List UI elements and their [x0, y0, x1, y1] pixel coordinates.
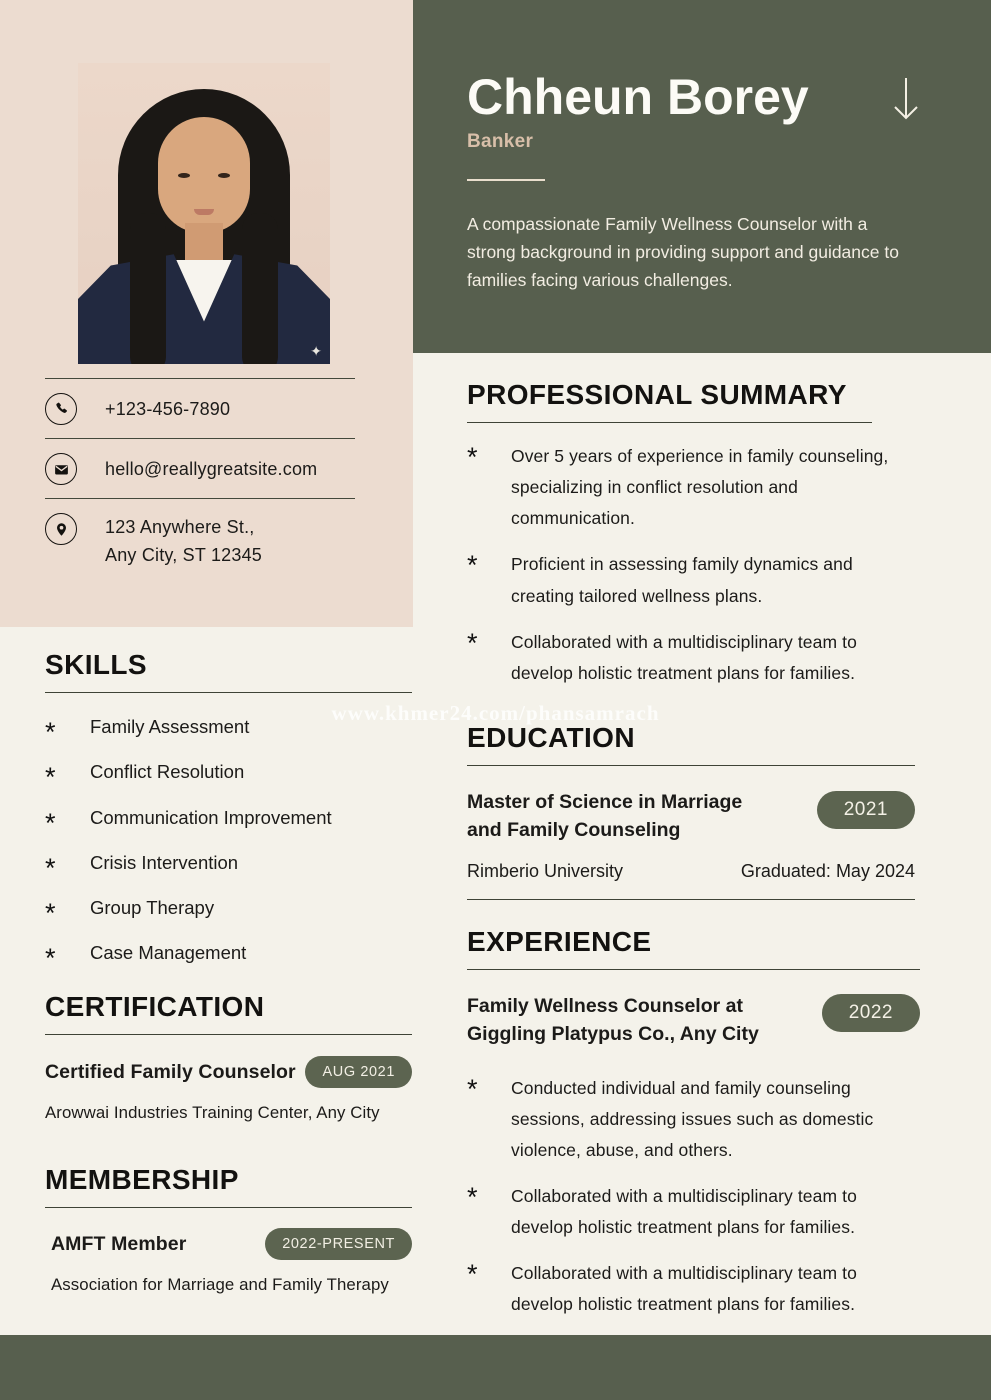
contact-section [45, 378, 355, 583]
section-divider [45, 692, 412, 693]
asterisk-bullet-icon [467, 441, 489, 465]
section-divider [467, 899, 915, 900]
list-item [467, 627, 919, 689]
school-name: Rimberio University [467, 861, 624, 882]
skill-label: Group Therapy [90, 897, 215, 919]
experience-title: EXPERIENCE [467, 926, 652, 957]
membership-org: Association for Marriage and Family Therapy [51, 1275, 389, 1294]
asterisk-bullet-icon [467, 549, 489, 573]
section-divider [45, 1207, 412, 1208]
skill-label: Crisis Intervention [90, 851, 239, 873]
membership-title: MEMBERSHIP [45, 1164, 239, 1195]
education-section [467, 722, 915, 900]
list-item [45, 932, 412, 977]
skills-title: SKILLS [45, 649, 147, 680]
watermark-text: www.khmer24.com/phansamrach [331, 701, 660, 725]
certification-name: Certified Family Counselor [45, 1060, 296, 1083]
list-item [45, 706, 412, 751]
header-divider [467, 179, 545, 181]
section-divider [467, 422, 872, 423]
list-item [45, 887, 412, 932]
skill-label: Communication Improvement [90, 806, 332, 828]
photo-eye [178, 173, 190, 178]
skill-label: Conflict Resolution [90, 761, 245, 783]
year-badge: 2022 [822, 994, 920, 1032]
professional-summary-title: PROFESSIONAL SUMMARY [467, 379, 847, 410]
list-item [467, 1181, 920, 1243]
certification-title: CERTIFICATION [45, 991, 265, 1022]
down-arrow-icon [891, 76, 921, 129]
sparkle-plus-icon [310, 344, 322, 358]
membership-section [45, 1164, 412, 1295]
section-divider [45, 1034, 412, 1035]
asterisk-bullet-icon [467, 627, 489, 651]
experience-item [467, 992, 920, 1049]
map-pin-icon [45, 513, 77, 545]
bullet-text: Conducted individual and family counseling sessions, addressing issues such as domestic violence, abuse, and others. [511, 1077, 874, 1160]
professional-summary-section [467, 379, 919, 704]
asterisk-bullet-icon [45, 716, 67, 740]
contact-email-row [45, 438, 355, 498]
asterisk-bullet-icon [45, 942, 67, 966]
education-title: EDUCATION [467, 722, 635, 753]
photo-eye [218, 173, 230, 178]
date-badge: 2022-PRESENT [265, 1228, 412, 1260]
graduation-date: Graduated: May 2024 [740, 861, 915, 882]
asterisk-bullet-icon [45, 807, 67, 831]
photo-mouth [194, 209, 214, 215]
asterisk-bullet-icon [467, 1073, 489, 1097]
asterisk-bullet-icon [467, 1258, 489, 1282]
email-address: hello@reallygreatsite.com [105, 458, 318, 479]
address-line2: Any City, ST 12345 [105, 544, 263, 565]
person-name: Chheun Borey [467, 69, 809, 125]
membership-name: AMFT Member [51, 1232, 187, 1255]
asterisk-bullet-icon [45, 852, 67, 876]
intro-summary: A compassionate Family Wellness Counselor with a strong background in providing support and guidance to families facing various challenges. [467, 214, 899, 290]
skills-section [45, 649, 412, 978]
photo-hair-strand [130, 213, 166, 364]
summary-bullets [467, 441, 919, 689]
asterisk-bullet-icon [45, 761, 67, 785]
certification-issuer: Arowwai Industries Training Center, Any City [45, 1103, 380, 1122]
person-role: Banker [467, 131, 534, 152]
address [105, 513, 262, 570]
phone-icon [45, 393, 77, 425]
skills-list [45, 706, 412, 978]
list-item [467, 1258, 920, 1320]
certification-section [45, 991, 412, 1123]
bullet-text: Collaborated with a multidisciplinary team to develop holistic treatment plans for families. [511, 1263, 857, 1315]
header [467, 70, 937, 294]
bullet-text: Over 5 years of experience in family counseling, specializing in conflict resolution and communication. [511, 446, 889, 529]
bullet-text: Collaborated with a multidisciplinary team to develop holistic treatment plans for families. [511, 1185, 857, 1238]
bullet-text: Proficient in assessing family dynamics and creating tailored wellness plans. [511, 554, 853, 606]
address-line1: 123 Anywhere St., [105, 517, 255, 537]
photo-face [158, 117, 250, 233]
list-item [45, 842, 412, 887]
education-item [467, 789, 915, 844]
date-badge: AUG 2021 [305, 1056, 412, 1088]
photo-hair-strand [242, 213, 278, 364]
job-title: Family Wellness Counselor at Giggling Platypus Co., Any City [467, 995, 759, 1046]
skill-label: Family Assessment [90, 716, 250, 737]
degree-name: Master of Science in Marriage and Family Counseling [467, 791, 743, 841]
footer-bar [0, 1335, 991, 1400]
section-divider [467, 765, 915, 766]
year-badge: 2021 [817, 791, 915, 829]
envelope-icon [45, 453, 77, 485]
asterisk-bullet-icon [467, 1181, 489, 1205]
list-item [45, 751, 412, 796]
list-item [45, 797, 412, 842]
list-item [467, 1073, 920, 1166]
contact-phone-row [45, 378, 355, 438]
experience-bullets [467, 1073, 920, 1321]
certification-item [45, 1056, 412, 1088]
phone-number: +123-456-7890 [105, 398, 231, 419]
education-meta [467, 861, 915, 882]
skill-label: Case Management [90, 942, 247, 964]
bullet-text: Collaborated with a multidisciplinary team to develop holistic treatment plans for families. [511, 631, 857, 683]
asterisk-bullet-icon [45, 897, 67, 921]
section-divider [467, 969, 920, 970]
list-item [467, 441, 919, 534]
list-item [467, 549, 919, 611]
profile-photo [78, 63, 330, 364]
experience-section [467, 926, 920, 1336]
contact-address-row [45, 498, 355, 583]
membership-item [45, 1228, 412, 1260]
